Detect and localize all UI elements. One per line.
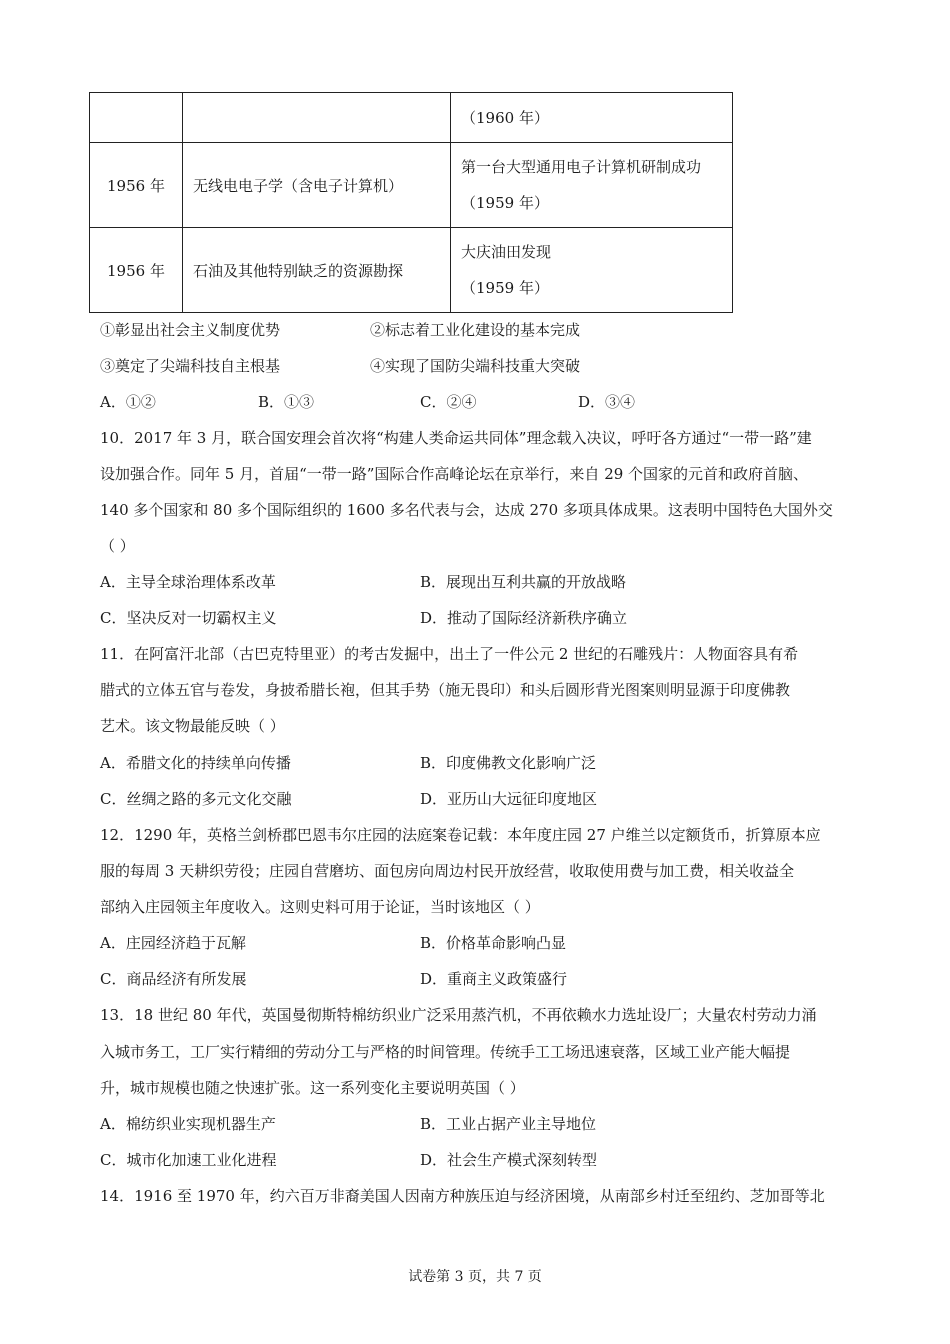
option-c: C．丝绸之路的多元文化交融 (100, 790, 292, 808)
year-cell: 1956 年 (90, 228, 183, 313)
question-13-line: 升，城市规模也随之快速扩张。这一系列变化主要说明英国（ ） (100, 1079, 525, 1097)
option-a: A．庄园经济趋于瓦解 (100, 934, 246, 952)
result-cell (451, 93, 733, 143)
year-cell (90, 93, 183, 143)
achievement-table (89, 92, 733, 313)
option-d: D．亚历山大远征印度地区 (420, 790, 598, 808)
option-b: B．印度佛教文化影响广泛 (420, 754, 597, 772)
statement-1: ①彰显出社会主义制度优势 (100, 321, 281, 339)
question-10-line: 10．2017 年 3 月，联合国安理会首次将“构建人类命运共同体”理念载入决议，呼吁各方通过“一带一路”建 (100, 429, 812, 447)
option-a: A．棉纺织业实现机器生产 (100, 1115, 276, 1133)
question-10-line: 设加强合作。同年 5 月，首届“一带一路”国际合作高峰论坛在京举行，来自 29 个国家的元首和政府首脑、 (100, 465, 809, 483)
option-a: A．主导全球治理体系改革 (100, 573, 276, 591)
option-b: B．价格革命影响凸显 (420, 934, 567, 952)
field-cell: 无线电电子学（含电子计算机） (183, 143, 451, 228)
page-footer: 试卷第 3 页，共 7 页 (408, 1269, 542, 1285)
option-c: C．城市化加速工业化进程 (100, 1151, 277, 1169)
field-cell: 石油及其他特别缺乏的资源勘探 (183, 228, 451, 313)
question-11-line: 艺术。该文物最能反映（ ） (100, 717, 285, 735)
result-line: （1960 年） (461, 108, 549, 127)
table-row (90, 228, 733, 313)
question-13-line: 13．18 世纪 80 年代，英国曼彻斯特棉纺织业广泛采用蒸汽机，不再依赖水力选址设厂；大量农村劳动力涌 (100, 1006, 817, 1024)
statement-3: ③奠定了尖端科技自主根基 (100, 357, 281, 375)
result-cell (451, 228, 733, 313)
result-line: （1959 年） (461, 194, 549, 212)
question-12-line: 部纳入庄园领主年度收入。这则史料可用于论证，当时该地区（ ） (100, 898, 540, 916)
statement-4: ④实现了国防尖端科技重大突破 (370, 357, 581, 375)
option-c: C．坚决反对一切霸权主义 (100, 609, 277, 627)
option-c: C．②④ (420, 393, 477, 411)
result-line: （1959 年） (461, 279, 549, 297)
year-cell: 1956 年 (90, 143, 183, 228)
option-c: C．商品经济有所发展 (100, 970, 247, 988)
option-d: D．重商主义政策盛行 (420, 970, 568, 988)
question-12-line: 12．1290 年，英格兰剑桥郡巴恩韦尔庄园的法庭案卷记载：本年度庄园 27 户维兰以定额货币，折算原本应 (100, 826, 821, 844)
question-13-line: 入城市务工，工厂实行精细的劳动分工与严格的时间管理。传统手工工场迅速衰落，区域工业产能大幅提 (100, 1043, 791, 1061)
option-d: D．推动了国际经济新秩序确立 (420, 609, 628, 627)
table-row (90, 93, 733, 143)
option-b: B．①③ (258, 393, 315, 411)
question-11-line: 腊式的立体五官与卷发，身披希腊长袍，但其手势（施无畏印）和头后圆形背光图案则明显源于印度佛教 (100, 681, 791, 699)
option-a: A．①② (100, 393, 156, 411)
field-cell (183, 93, 451, 143)
option-b: B．工业占据产业主导地位 (420, 1115, 597, 1133)
question-11-line: 11．在阿富汗北部（古巴克特里亚）的考古发掘中，出土了一件公元 2 世纪的石雕残片：人物面容具有希 (100, 645, 799, 663)
question-10-line: 140 多个国家和 80 多个国际组织的 1600 多名代表与会，达成 270 多项具体成果。这表明中国特色大国外交 (100, 501, 833, 519)
option-b: B．展现出互利共赢的开放战略 (420, 573, 627, 591)
table-row (90, 143, 733, 228)
question-10-line: （ ） (100, 537, 135, 555)
option-d: D．社会生产模式深刻转型 (420, 1151, 598, 1169)
result-cell (451, 143, 733, 228)
result-line: 第一台大型通用电子计算机研制成功 (461, 158, 702, 176)
question-14-line: 14．1916 至 1970 年，约六百万非裔美国人因南方种族压迫与经济困境，从南部乡村迁至纽约、芝加哥等北 (100, 1187, 825, 1205)
question-12-line: 服的每周 3 天耕织劳役；庄园自营磨坊、面包房向周边村民开放经营，收取使用费与加工费，相关收益全 (100, 862, 795, 880)
option-a: A．希腊文化的持续单向传播 (100, 754, 291, 772)
result-line: 大庆油田发现 (461, 243, 552, 261)
statement-2: ②标志着工业化建设的基本完成 (370, 321, 581, 339)
option-d: D．③④ (578, 393, 636, 411)
